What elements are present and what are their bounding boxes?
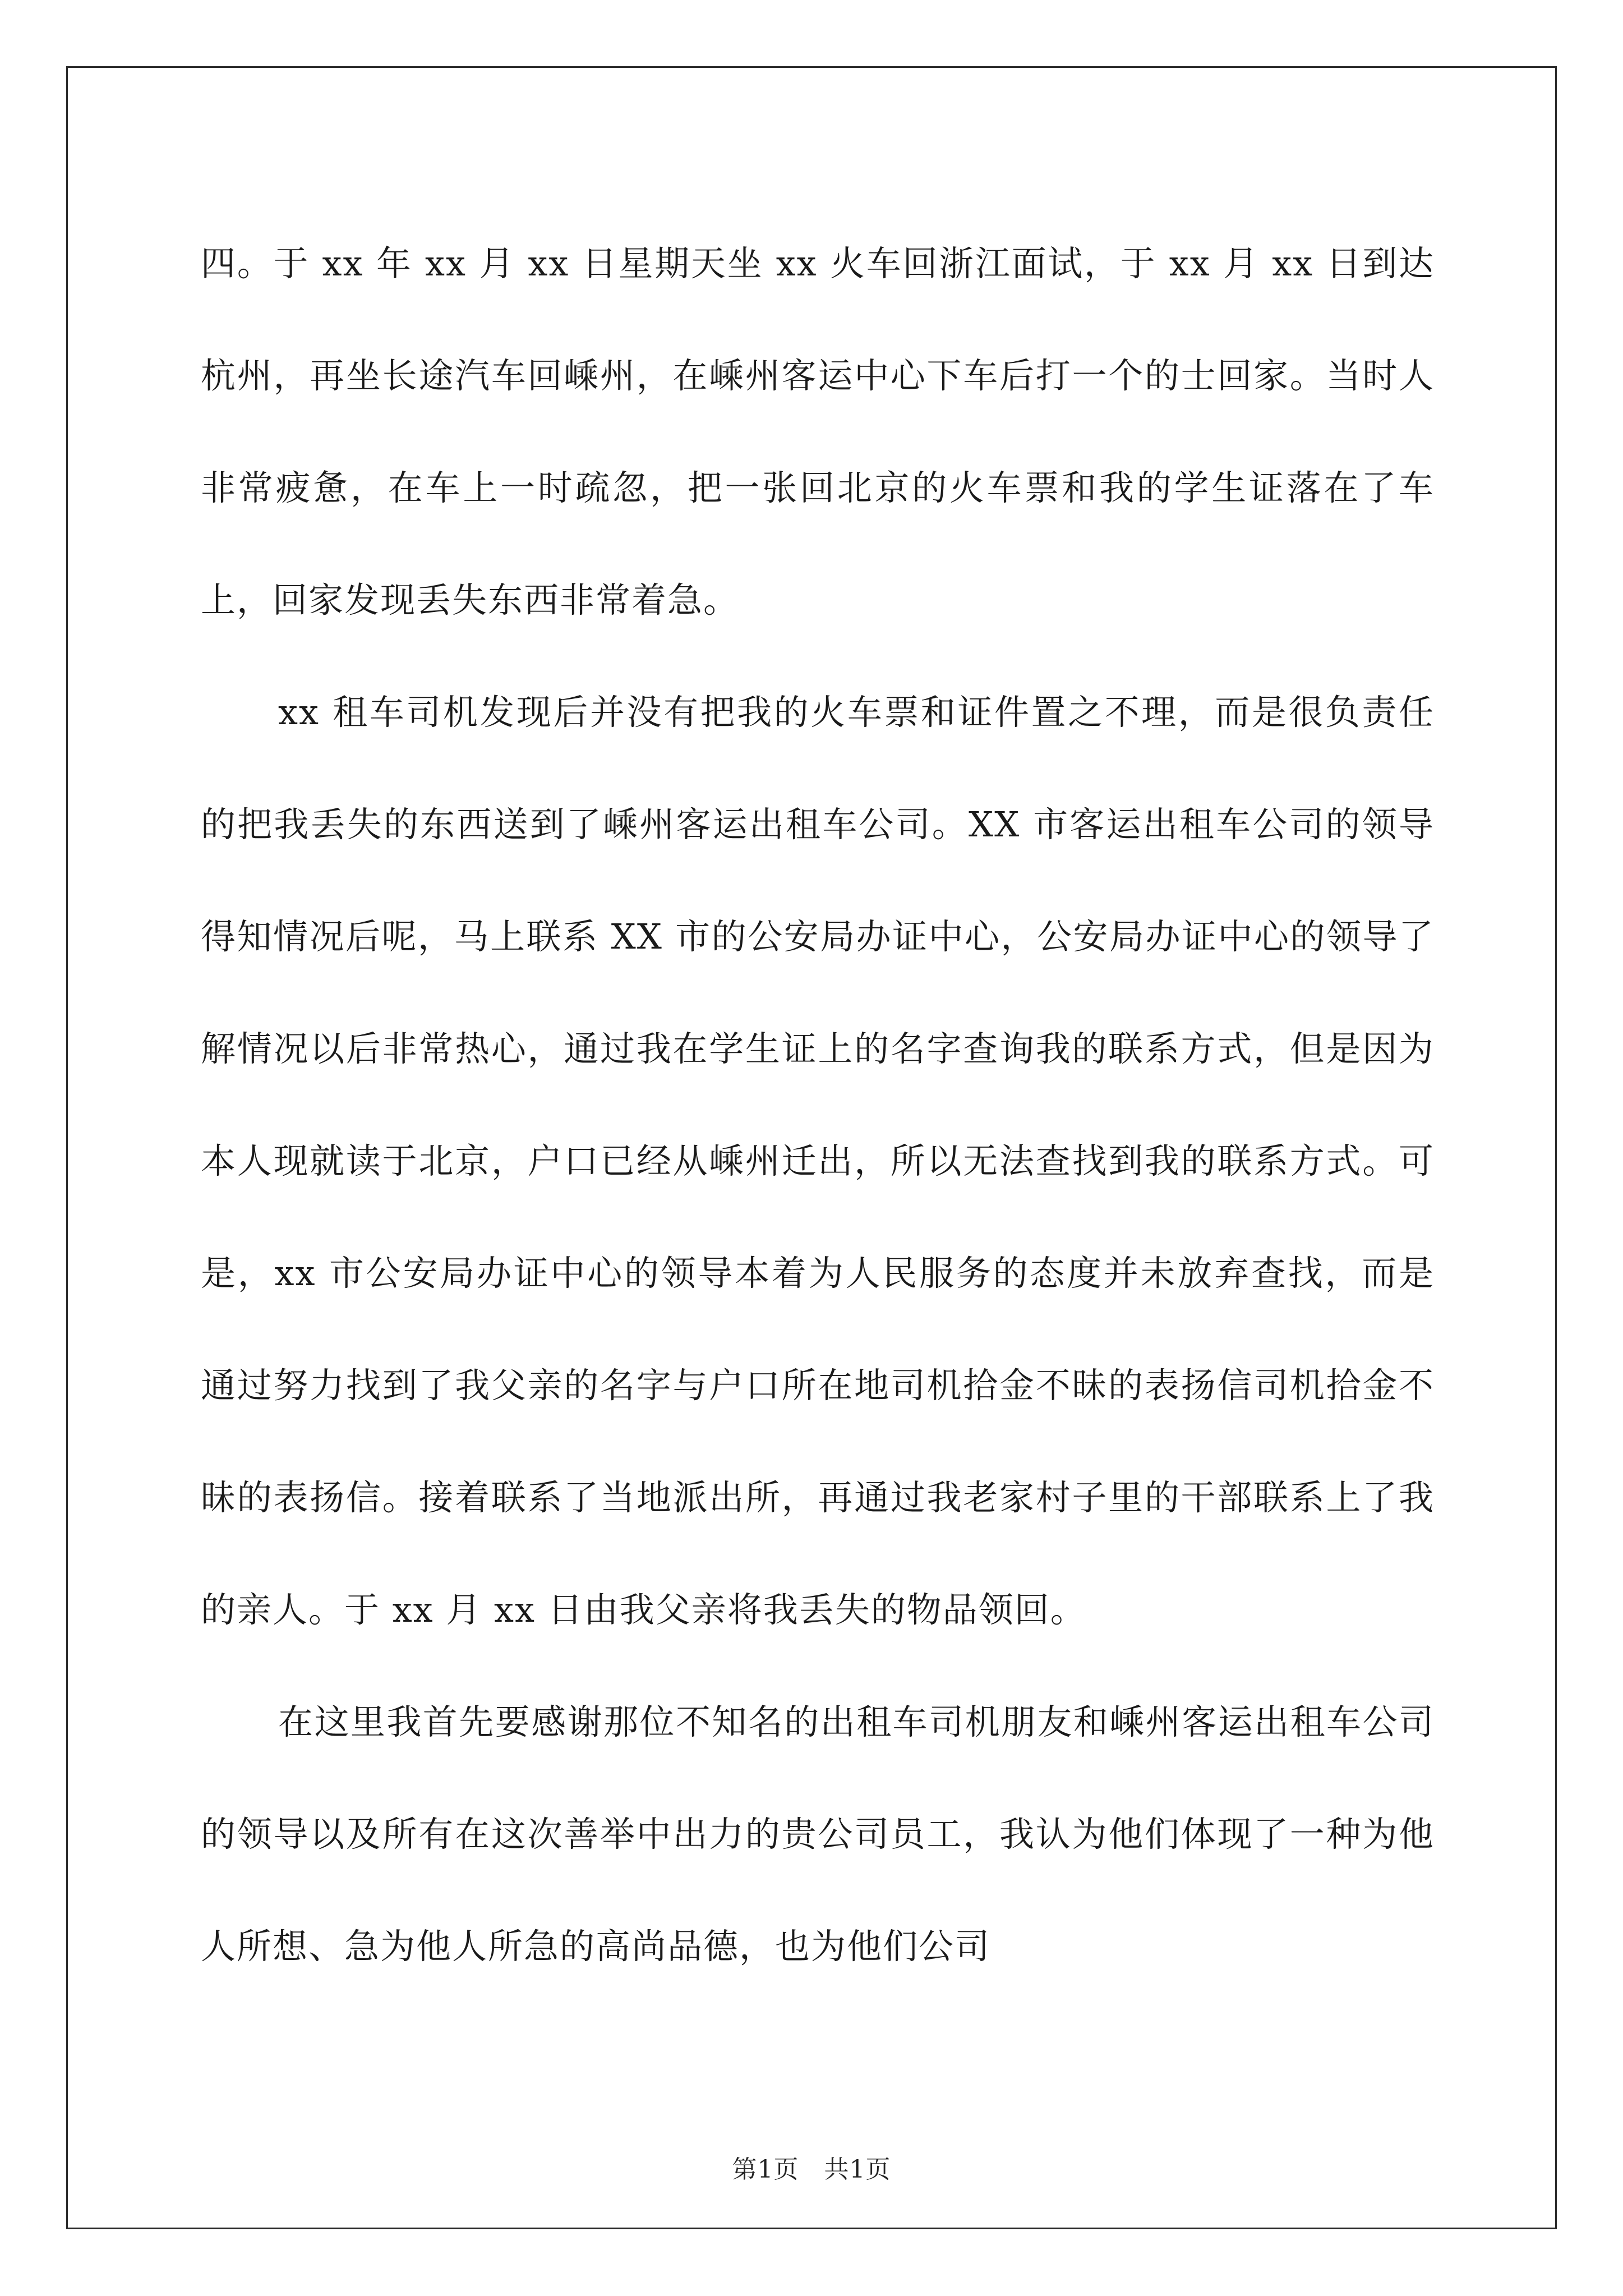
paragraph-3: 在这里我首先要感谢那位不知名的出租车司机朋友和嵊州客运出租车公司的领导以及所有在这次善举中出力的贵公司员工，我认为他们体现了一种为他人所想、急为他人所急的高尚品德，也为他们公司 [201, 1701, 1435, 1967]
page-number-footer: 第1页 共1页 [732, 2155, 891, 2184]
paragraph-1: 四。于 xx 年 xx 月 xx 日星期天坐 xx 火车回浙江面试，于 xx 月 xx 日到达杭州，再坐长途汽车回嵊州，在嵊州客运中心下车后打一个的士回家。当时人非常疲惫，在车上一时疏忽，把一张回北京的火车票和我的学生证落在了车上，回家发现丢失东西非常着急。 [201, 243, 1435, 620]
document-body [201, 208, 1435, 2003]
paragraph-2: xx 租车司机发现后并没有把我的火车票和证件置之不理，而是很负责任的把我丢失的东西送到了嵊州客运出租车公司。XX 市客运出租车公司的领导得知情况后呢，马上联系 XX 市的公安局办证中心，公安局办证中心的领导了解情况以后非常热心，通过我在学生证上的名字查询我的联系方式，但是因为本人现就读于北京，户口已经从嵊州迁出，所以无法查找到我的联系方式。可是，xx 市公安局办证中心的领导本着为人民服务的态度并未放弃查找，而是通过努力找到了我父亲的名字与户口所在地司机拾金不昧的表扬信司机拾金不昧的表扬信。接着联系了当地派出所，再通过我老家村子里的干部联系上了我的亲人。于 xx 月 xx 日由我父亲将我丢失的物品领回。 [201, 692, 1435, 1630]
